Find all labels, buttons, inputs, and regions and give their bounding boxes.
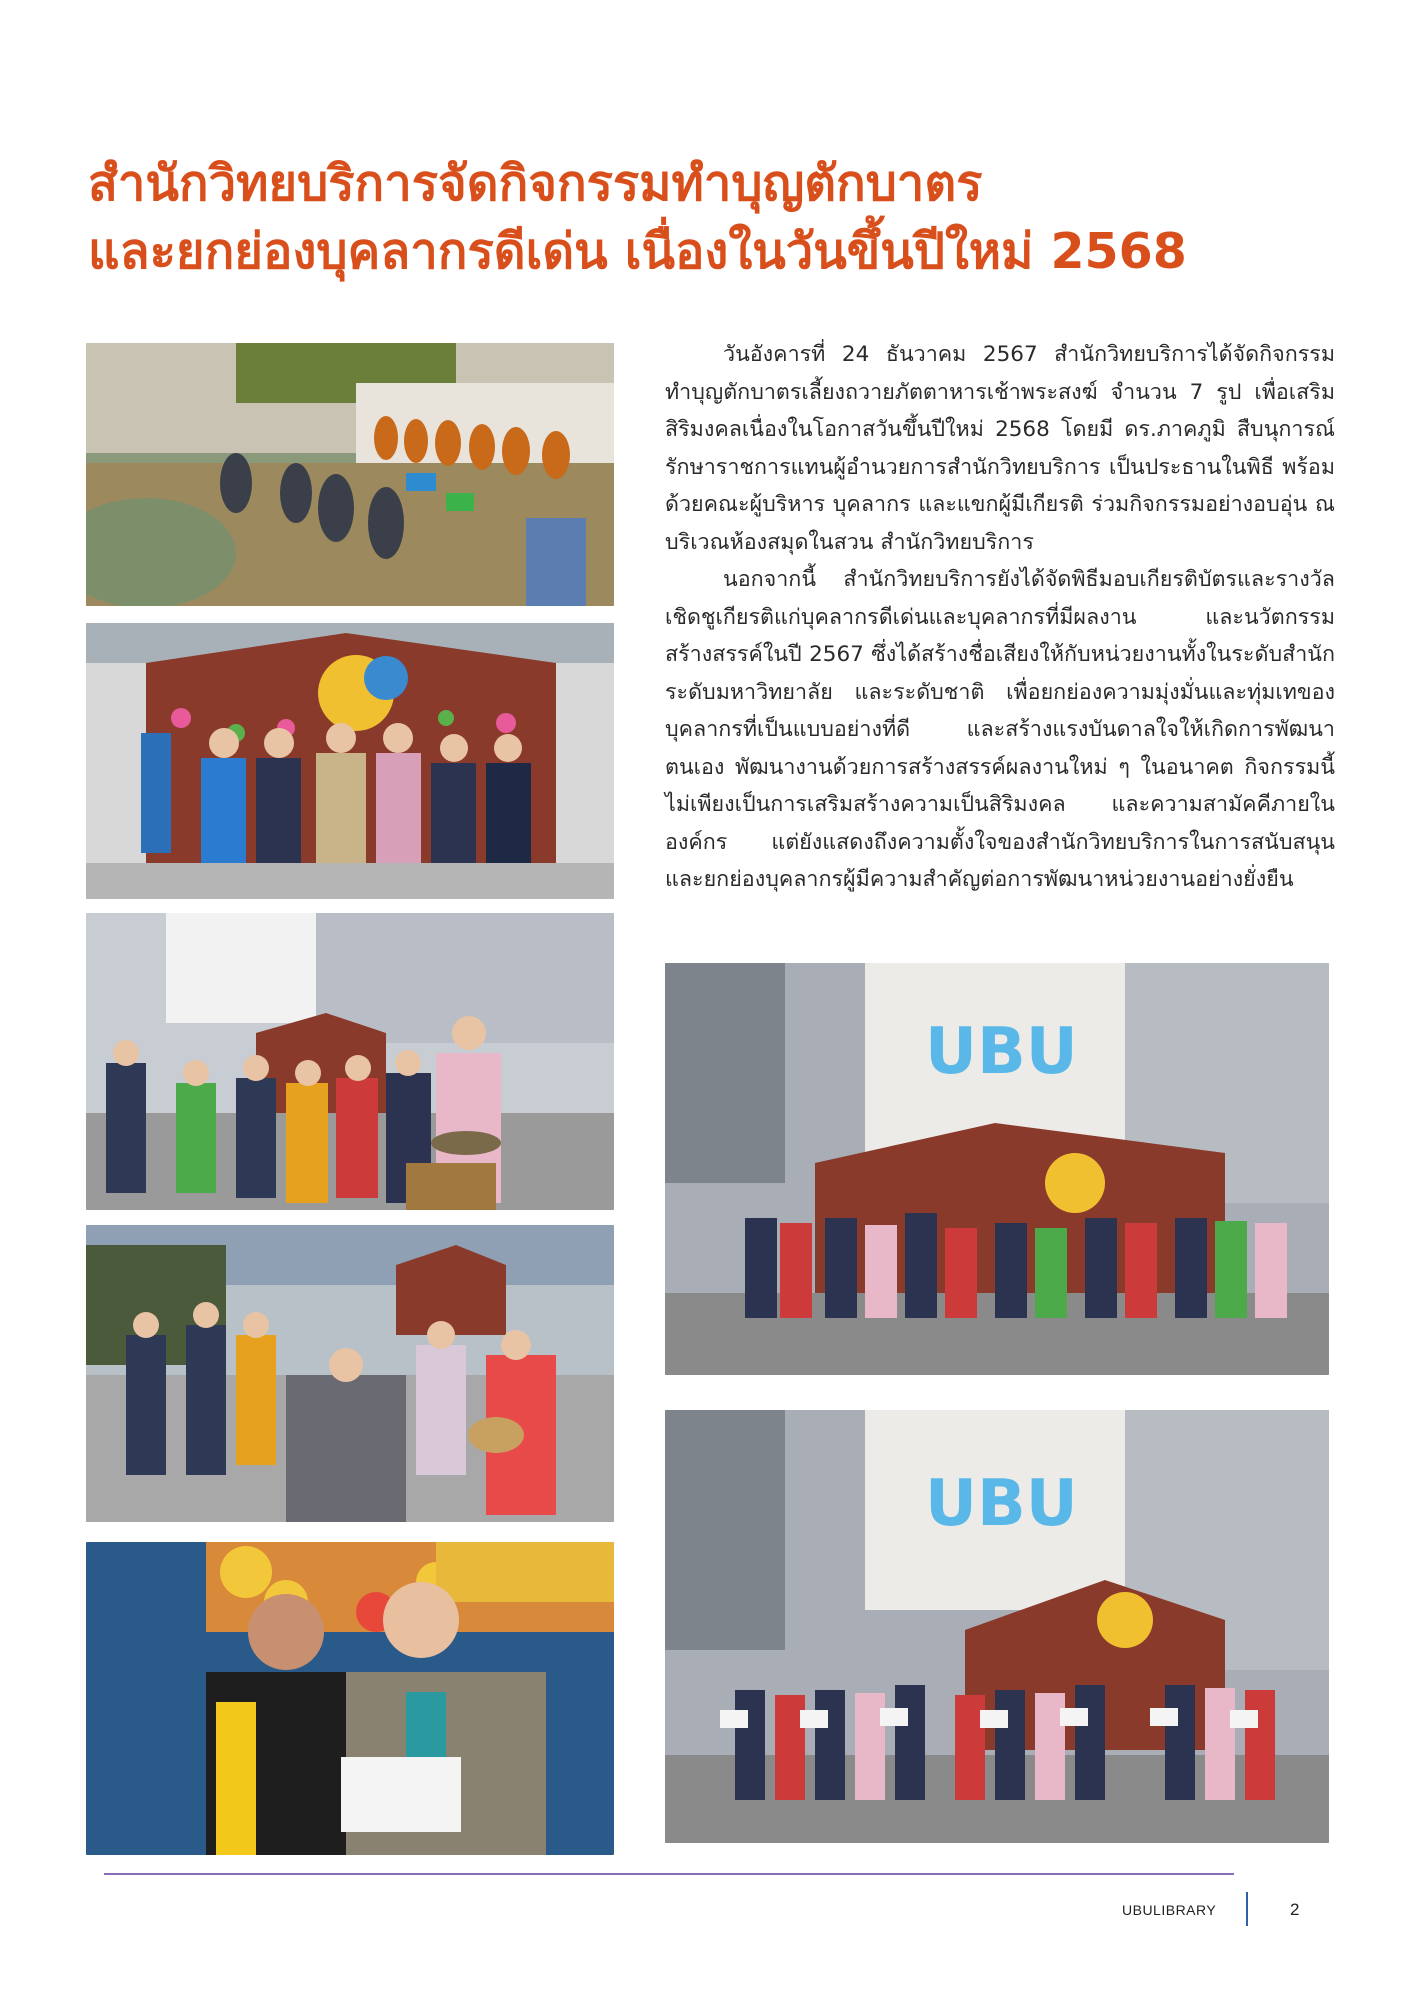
article-body [665,336,1335,899]
title-line-2: และยกย่องบุคลากรดีเด่น เนื่องในวันขึ้นปีใหม่ 2568 [88,223,1187,280]
photo-alms-queue [86,913,614,1210]
article-paragraph-2: นอกจากนี้ สำนักวิทยบริการยังได้จัดพิธีมอบเกียรติบัตรและรางวัลเชิดชูเกียรติแก่บุคลากรดีเด่นและบุคลากรที่มีผลงาน และนวัตกรรมสร้างสรรค์ในปี 2567 ซึ่งได้สร้างชื่อเสียงให้กับหน่วยงานทั้งในระดับสำนัก ระดับมหาวิทยาลัย และระดับชาติ เพื่อยกย่องความมุ่งมั่นและทุ่มเทของบุคลากรที่เป็นแบบอย่างที่ดี และสร้างแรงบันดาลใจให้เกิดการพัฒนาตนเอง พัฒนางานด้วยการสร้างสรรค์ผลงานใหม่ ๆ ในอนาคต กิจกรรมนี้ไม่เพียงเป็นการเสริมสร้างความเป็นสิริมงคล และความสามัคคีภายในองค์กร แต่ยังแสดงถึงความตั้งใจของสำนักวิทยบริการในการสนับสนุนและยกย่องบุคลากรผู้มีความสำคัญต่อการพัฒนาหน่วยงานอย่างยั่งยืน [665,567,1335,892]
title-line-1: สำนักวิทยบริการจัดกิจกรรมทำบุญตักบาตร [88,155,983,212]
article-paragraph-1: วันอังคารที่ 24 ธันวาคม 2567 สำนักวิทยบริการได้จัดกิจกรรมทำบุญตักบาตรเลี้ยงถวายภัตตาหารเช้าพระสงฆ์ จำนวน 7 รูป เพื่อเสริมสิริมงคลเนื่องในโอกาสวันขึ้นปีใหม่ 2568 โดยมี ดร.ภาคภูมิ สืบนุการณ์ รักษาราชการแทนผู้อำนวยการสำนักวิทยบริการ เป็นประธานในพิธี พร้อมด้วยคณะผู้บริหาร บุคลากร และแขกผู้มีเกียรติ ร่วมกิจกรรมอย่างอบอุ่น ณ บริเวณห้องสมุดในสวน สำนักวิทยบริการ [665,342,1335,555]
photo-certificate-handover [86,1542,614,1855]
photo-group-ubu-building-2 [665,1410,1329,1843]
article-title [88,150,1348,286]
footer-divider [104,1873,1234,1875]
svg-text:UBU: UBU [925,1015,1078,1089]
page-number: 2 [1290,1900,1300,1919]
photo-food-offering [86,1225,614,1522]
photo-award-group [86,623,614,899]
photo-monks-almsgiving [86,343,614,606]
footer-separator [1246,1892,1248,1926]
footer-brand: UBULIBRARY [1122,1902,1217,1918]
svg-text:UBU: UBU [925,1467,1078,1541]
photo-group-ubu-building-1 [665,963,1329,1375]
